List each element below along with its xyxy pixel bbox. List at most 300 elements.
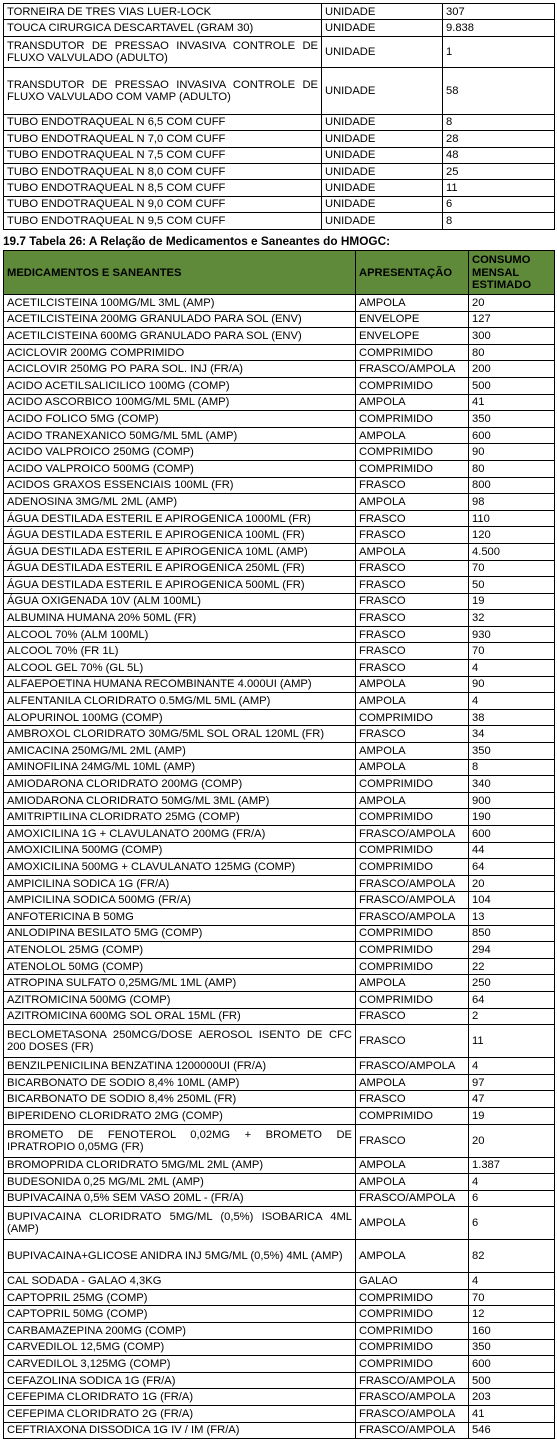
table-cell-form: COMPRIMIDO (356, 958, 469, 975)
medications-table-header (4, 251, 555, 295)
table-cell-qty: 104 (469, 892, 555, 909)
table-cell-item: BROMETO DE FENOTEROL 0,02MG + BROMETO DE IPRATROPIO 0,05MG (FR) (4, 1124, 356, 1157)
table-row (4, 67, 555, 114)
table-cell-item: ALOPURINOL 100MG (COMP) (4, 709, 356, 726)
header-medicamentos: MEDICAMENTOS E SANEANTES (4, 251, 356, 295)
table-cell-qty: 58 (443, 67, 555, 114)
table-row (4, 859, 555, 876)
table-row (4, 560, 555, 577)
table-cell-qty: 6 (469, 1207, 555, 1240)
table-cell-form: COMPRIMIDO (356, 709, 469, 726)
table-cell-item: ACICLOVIR 200MG COMPRIMIDO (4, 344, 356, 361)
table-row (4, 213, 555, 229)
table-cell-item: TUBO ENDOTRAQUEAL N 9,0 COM CUFF (4, 196, 322, 212)
table-cell-qty: 20 (469, 295, 555, 312)
table-row (4, 494, 555, 511)
table-cell-unit: UNIDADE (322, 4, 443, 20)
table-cell-form: COMPRIMIDO (356, 1323, 469, 1340)
table-row (4, 510, 555, 527)
table-cell-item: ALBUMINA HUMANA 20% 50ML (FR) (4, 610, 356, 627)
table-cell-form: FRASCO/AMPOLA (356, 875, 469, 892)
table-row (4, 776, 555, 793)
table-row (4, 1058, 555, 1075)
table-cell-item: ACETILCISTEINA 600MG GRANULADO PARA SOL (ENV) (4, 328, 356, 345)
medications-table (3, 250, 555, 1439)
table-cell-qty: 22 (469, 958, 555, 975)
table-cell-form: FRASCO/AMPOLA (356, 1372, 469, 1389)
table-row (4, 20, 555, 36)
table-row (4, 163, 555, 179)
table-cell-item: AMIODARONA CLORIDRATO 50MG/ML 3ML (AMP) (4, 792, 356, 809)
table-cell-qty: 4 (469, 1058, 555, 1075)
table-row (4, 131, 555, 147)
table-cell-item: AMPICILINA SODICA 500MG (FR/A) (4, 892, 356, 909)
supplies-table (3, 3, 555, 230)
table-cell-form: COMPRIMIDO (356, 444, 469, 461)
table-cell-form: AMPOLA (356, 743, 469, 760)
table-cell-qty: 850 (469, 925, 555, 942)
table-row (4, 693, 555, 710)
table-cell-item: ALCOOL GEL 70% (GL 5L) (4, 660, 356, 677)
table-row (4, 394, 555, 411)
table-cell-form: FRASCO/AMPOLA (356, 1190, 469, 1207)
table-cell-form: FRASCO (356, 527, 469, 544)
table-cell-item: CARVEDILOL 12,5MG (COMP) (4, 1339, 356, 1356)
table-cell-form: AMPOLA (356, 792, 469, 809)
table-row (4, 377, 555, 394)
table-row (4, 1273, 555, 1290)
table-cell-form: AMPOLA (356, 693, 469, 710)
table-row (4, 709, 555, 726)
table-cell-form: FRASCO (356, 510, 469, 527)
table-cell-item: ACIDO VALPROICO 250MG (COMP) (4, 444, 356, 461)
medications-table-body (4, 295, 555, 1439)
table-cell-form: AMPOLA (356, 543, 469, 560)
table-cell-qty: 250 (469, 975, 555, 992)
table-row (4, 180, 555, 196)
table-cell-item: ACIDO FOLICO 5MG (COMP) (4, 411, 356, 428)
table-cell-form: AMPOLA (356, 1240, 469, 1273)
table-cell-form: ENVELOPE (356, 328, 469, 345)
table-cell-qty: 600 (469, 826, 555, 843)
table-cell-unit: UNIDADE (322, 67, 443, 114)
table-row (4, 792, 555, 809)
table-cell-form: GALAO (356, 1273, 469, 1290)
table-row (4, 427, 555, 444)
table-cell-form: FRASCO/AMPOLA (356, 1058, 469, 1075)
table-cell-qty: 350 (469, 743, 555, 760)
table-row (4, 908, 555, 925)
table-cell-item: AZITROMICINA 600MG SOL ORAL 15ML (FR) (4, 1008, 356, 1025)
table-row (4, 577, 555, 594)
supplies-table-body (4, 4, 555, 230)
table-cell-qty: 38 (469, 709, 555, 726)
table-row (4, 361, 555, 378)
table-cell-item: TUBO ENDOTRAQUEAL N 9,5 COM CUFF (4, 213, 322, 229)
table-cell-item: TUBO ENDOTRAQUEAL N 7,0 COM CUFF (4, 131, 322, 147)
table-cell-form: AMPOLA (356, 394, 469, 411)
table-cell-form: COMPRIMIDO (356, 991, 469, 1008)
table-cell-qty: 70 (469, 643, 555, 660)
table-cell-qty: 203 (469, 1389, 555, 1406)
table-cell-form: FRASCO (356, 610, 469, 627)
table-cell-item: ATENOLOL 25MG (COMP) (4, 942, 356, 959)
table-row (4, 1091, 555, 1108)
table-cell-item: TUBO ENDOTRAQUEAL N 6,5 COM CUFF (4, 114, 322, 130)
table-row (4, 1025, 555, 1058)
table-cell-qty: 70 (469, 560, 555, 577)
table-cell-item: BUPIVACAINA CLORIDRATO 5MG/ML (0,5%) ISOBARICA 4ML (AMP) (4, 1207, 356, 1240)
table-cell-item: CEFTRIAXONA DISSODICA 1G IV / IM (FR/A) (4, 1422, 356, 1439)
table-cell-qty: 80 (469, 344, 555, 361)
table-cell-item: BUPIVACAINA+GLICOSE ANIDRA INJ 5MG/ML (0,5%) 4ML (AMP) (4, 1240, 356, 1273)
table-row (4, 743, 555, 760)
table-cell-form: FRASCO/AMPOLA (356, 1406, 469, 1423)
table-cell-item: ATENOLOL 50MG (COMP) (4, 958, 356, 975)
table-cell-item: BICARBONATO DE SODIO 8,4% 10ML (AMP) (4, 1074, 356, 1091)
table-row (4, 726, 555, 743)
table-cell-unit: UNIDADE (322, 147, 443, 163)
table-cell-form: AMPOLA (356, 1157, 469, 1174)
table-cell-qty: 64 (469, 859, 555, 876)
table-cell-item: AMINOFILINA 24MG/ML 10ML (AMP) (4, 759, 356, 776)
table-cell-item: TORNEIRA DE TRES VIAS LUER-LOCK (4, 4, 322, 20)
table-cell-item: ÁGUA OXIGENADA 10V (ALM 100ML) (4, 593, 356, 610)
table-cell-form: COMPRIMIDO (356, 776, 469, 793)
table-cell-form: COMPRIMIDO (356, 1356, 469, 1373)
table-cell-form: FRASCO/AMPOLA (356, 361, 469, 378)
table-cell-item: ACIDO TRANEXANICO 50MG/ML 5ML (AMP) (4, 427, 356, 444)
table-row (4, 925, 555, 942)
table-row (4, 1207, 555, 1240)
table-cell-qty: 600 (469, 1356, 555, 1373)
table-row (4, 196, 555, 212)
table-row (4, 1107, 555, 1124)
table-cell-form: COMPRIMIDO (356, 411, 469, 428)
table-cell-qty: 294 (469, 942, 555, 959)
table-cell-item: TUBO ENDOTRAQUEAL N 8,5 COM CUFF (4, 180, 322, 196)
table-cell-qty: 2 (469, 1008, 555, 1025)
table-cell-qty: 190 (469, 809, 555, 826)
table-cell-qty: 4 (469, 660, 555, 677)
table-cell-item: TOUCA CIRURGICA DESCARTAVEL (GRAM 30) (4, 20, 322, 36)
table-cell-item: ACIDO VALPROICO 500MG (COMP) (4, 460, 356, 477)
table-row (4, 626, 555, 643)
table-cell-form: AMPOLA (356, 494, 469, 511)
table-cell-item: TUBO ENDOTRAQUEAL N 8,0 COM CUFF (4, 163, 322, 179)
table-cell-unit: UNIDADE (322, 213, 443, 229)
table-row (4, 1339, 555, 1356)
table-cell-item: CEFEPIMA CLORIDRATO 2G (FR/A) (4, 1406, 356, 1423)
table-row (4, 1008, 555, 1025)
table-cell-qty: 4 (469, 1174, 555, 1191)
table-cell-item: TUBO ENDOTRAQUEAL N 7,5 COM CUFF (4, 147, 322, 163)
table-cell-item: AMITRIPTILINA CLORIDRATO 25MG (COMP) (4, 809, 356, 826)
table-row (4, 1240, 555, 1273)
table-cell-form: FRASCO/AMPOLA (356, 908, 469, 925)
table-row (4, 1389, 555, 1406)
table-row (4, 543, 555, 560)
table-row (4, 660, 555, 677)
table-cell-qty: 12 (469, 1306, 555, 1323)
table-row (4, 311, 555, 328)
table-row (4, 1174, 555, 1191)
table-cell-qty: 44 (469, 842, 555, 859)
table-cell-qty: 90 (469, 444, 555, 461)
table-cell-form: COMPRIMIDO (356, 460, 469, 477)
table-cell-qty: 500 (469, 377, 555, 394)
table-cell-qty: 8 (469, 759, 555, 776)
table-cell-qty: 20 (469, 875, 555, 892)
table-cell-item: ADENOSINA 3MG/ML 2ML (AMP) (4, 494, 356, 511)
table-cell-qty: 19 (469, 593, 555, 610)
table-row (4, 1289, 555, 1306)
table-cell-qty: 13 (469, 908, 555, 925)
table-cell-item: ACIDOS GRAXOS ESSENCIAIS 100ML (FR) (4, 477, 356, 494)
header-apresentacao: APRESENTAÇÃO (356, 251, 469, 295)
table-cell-form: COMPRIMIDO (356, 1107, 469, 1124)
table-cell-qty: 11 (469, 1025, 555, 1058)
table-cell-qty: 25 (443, 163, 555, 179)
table-cell-form: AMPOLA (356, 1207, 469, 1240)
table-cell-form: AMPOLA (356, 759, 469, 776)
section-heading: 19.7 Tabela 26: A Relação de Medicamentos e Saneantes do HMOGC: (3, 234, 391, 248)
table-cell-item: AMIODARONA CLORIDRATO 200MG (COMP) (4, 776, 356, 793)
table-cell-qty: 11 (443, 180, 555, 196)
table-row (4, 1306, 555, 1323)
table-cell-item: CEFAZOLINA SODICA 1G (FR/A) (4, 1372, 356, 1389)
table-cell-item: ALCOOL 70% (ALM 100ML) (4, 626, 356, 643)
table-cell-qty: 350 (469, 411, 555, 428)
table-cell-form: FRASCO/AMPOLA (356, 1422, 469, 1439)
table-row (4, 842, 555, 859)
table-cell-item: ANLODIPINA BESILATO 5MG (COMP) (4, 925, 356, 942)
table-cell-form: AMPOLA (356, 1074, 469, 1091)
table-cell-qty: 200 (469, 361, 555, 378)
table-cell-qty: 41 (469, 1406, 555, 1423)
table-cell-qty: 50 (469, 577, 555, 594)
table-cell-qty: 64 (469, 991, 555, 1008)
table-cell-form: FRASCO (356, 726, 469, 743)
table-cell-form: FRASCO (356, 643, 469, 660)
table-cell-qty: 350 (469, 1339, 555, 1356)
table-row (4, 4, 555, 20)
table-cell-form: COMPRIMIDO (356, 344, 469, 361)
table-cell-qty: 6 (443, 196, 555, 212)
table-cell-item: CARVEDILOL 3,125MG (COMP) (4, 1356, 356, 1373)
table-cell-qty: 4 (469, 693, 555, 710)
table-row (4, 975, 555, 992)
table-row (4, 328, 555, 345)
table-cell-unit: UNIDADE (322, 131, 443, 147)
table-cell-form: FRASCO (356, 1124, 469, 1157)
table-row (4, 411, 555, 428)
table-cell-item: TRANSDUTOR DE PRESSAO INVASIVA CONTROLE DE FLUXO VALVULADO COM VAMP (ADULTO) (4, 67, 322, 114)
table-cell-item: BUDESONIDA 0,25 MG/ML 2ML (AMP) (4, 1174, 356, 1191)
table-cell-form: COMPRIMIDO (356, 377, 469, 394)
table-cell-item: ANFOTERICINA B 50MG (4, 908, 356, 925)
table-cell-item: BICARBONATO DE SODIO 8,4% 250ML (FR) (4, 1091, 356, 1108)
table-cell-item: AZITROMICINA 500MG (COMP) (4, 991, 356, 1008)
table-cell-form: FRASCO (356, 577, 469, 594)
table-cell-qty: 120 (469, 527, 555, 544)
table-cell-qty: 110 (469, 510, 555, 527)
table-cell-item: ACICLOVIR 250MG PO PARA SOL. INJ (FR/A) (4, 361, 356, 378)
table-cell-qty: 8 (443, 213, 555, 229)
table-row (4, 1422, 555, 1439)
table-cell-qty: 47 (469, 1091, 555, 1108)
table-cell-qty: 82 (469, 1240, 555, 1273)
table-cell-qty: 307 (443, 4, 555, 20)
table-cell-item: AMICACINA 250MG/ML 2ML (AMP) (4, 743, 356, 760)
table-cell-qty: 800 (469, 477, 555, 494)
table-row (4, 444, 555, 461)
table-cell-item: ATROPINA SULFATO 0,25MG/ML 1ML (AMP) (4, 975, 356, 992)
table-cell-form: AMPOLA (356, 975, 469, 992)
table-cell-form: COMPRIMIDO (356, 859, 469, 876)
table-cell-unit: UNIDADE (322, 114, 443, 130)
table-row (4, 610, 555, 627)
table-row (4, 1124, 555, 1157)
table-row (4, 460, 555, 477)
table-cell-qty: 930 (469, 626, 555, 643)
table-row (4, 809, 555, 826)
table-cell-item: CEFEPIMA CLORIDRATO 1G (FR/A) (4, 1389, 356, 1406)
table-cell-qty: 8 (443, 114, 555, 130)
table-cell-form: ENVELOPE (356, 311, 469, 328)
table-cell-form: COMPRIMIDO (356, 1289, 469, 1306)
table-cell-form: FRASCO (356, 1008, 469, 1025)
table-row (4, 1157, 555, 1174)
table-cell-form: COMPRIMIDO (356, 942, 469, 959)
table-cell-item: ÁGUA DESTILADA ESTERIL E APIROGENICA 500ML (FR) (4, 577, 356, 594)
table-cell-item: ÁGUA DESTILADA ESTERIL E APIROGENICA 100ML (FR) (4, 527, 356, 544)
table-cell-form: FRASCO (356, 477, 469, 494)
table-cell-item: CAL SODADA - GALAO 4,3KG (4, 1273, 356, 1290)
table-cell-qty: 600 (469, 427, 555, 444)
table-cell-qty: 1 (443, 36, 555, 67)
table-cell-item: AMOXICILINA 500MG + CLAVULANATO 125MG (COMP) (4, 859, 356, 876)
table-cell-item: TRANSDUTOR DE PRESSAO INVASIVA CONTROLE DE FLUXO VALVULADO (ADULTO) (4, 36, 322, 67)
table-row (4, 1356, 555, 1373)
table-row (4, 1074, 555, 1091)
table-cell-item: ACETILCISTEINA 100MG/ML 3ML (AMP) (4, 295, 356, 312)
table-cell-item: ALFAEPOETINA HUMANA RECOMBINANTE 4.000UI (AMP) (4, 676, 356, 693)
table-row (4, 295, 555, 312)
table-cell-item: ÁGUA DESTILADA ESTERIL E APIROGENICA 10ML (AMP) (4, 543, 356, 560)
table-cell-item: ÁGUA DESTILADA ESTERIL E APIROGENICA 250ML (FR) (4, 560, 356, 577)
table-cell-qty: 4.500 (469, 543, 555, 560)
table-cell-unit: UNIDADE (322, 36, 443, 67)
table-cell-qty: 160 (469, 1323, 555, 1340)
table-cell-form: COMPRIMIDO (356, 1339, 469, 1356)
table-cell-item: BENZILPENICILINA BENZATINA 1200000UI (FR/A) (4, 1058, 356, 1075)
table-cell-item: BECLOMETASONA 250MCG/DOSE AEROSOL ISENTO DE CFC 200 DOSES (FR) (4, 1025, 356, 1058)
table-cell-form: COMPRIMIDO (356, 809, 469, 826)
table-cell-form: AMPOLA (356, 676, 469, 693)
table-row (4, 147, 555, 163)
table-row (4, 1406, 555, 1423)
table-row (4, 643, 555, 660)
table-cell-item: ÁGUA DESTILADA ESTERIL E APIROGENICA 1000ML (FR) (4, 510, 356, 527)
header-consumo: CONSUMO MENSAL ESTIMADO (469, 251, 555, 295)
table-cell-item: BROMOPRIDA CLORIDRATO 5MG/ML 2ML (AMP) (4, 1157, 356, 1174)
table-row (4, 892, 555, 909)
table-cell-qty: 97 (469, 1074, 555, 1091)
table-cell-form: AMPOLA (356, 427, 469, 444)
table-cell-form: FRASCO (356, 593, 469, 610)
table-cell-form: FRASCO (356, 1091, 469, 1108)
table-cell-qty: 48 (443, 147, 555, 163)
table-row (4, 826, 555, 843)
table-row (4, 36, 555, 67)
table-cell-qty: 90 (469, 676, 555, 693)
table-cell-form: COMPRIMIDO (356, 842, 469, 859)
table-cell-unit: UNIDADE (322, 180, 443, 196)
table-cell-unit: UNIDADE (322, 196, 443, 212)
table-cell-unit: UNIDADE (322, 20, 443, 36)
table-cell-item: ACETILCISTEINA 200MG GRANULADO PARA SOL (ENV) (4, 311, 356, 328)
table-row (4, 991, 555, 1008)
table-row (4, 593, 555, 610)
table-cell-item: CAPTOPRIL 25MG (COMP) (4, 1289, 356, 1306)
table-cell-qty: 546 (469, 1422, 555, 1439)
table-row (4, 759, 555, 776)
table-cell-form: AMPOLA (356, 1174, 469, 1191)
table-cell-form: FRASCO (356, 626, 469, 643)
table-row (4, 344, 555, 361)
table-cell-form: FRASCO/AMPOLA (356, 826, 469, 843)
table-row (4, 875, 555, 892)
table-cell-qty: 6 (469, 1190, 555, 1207)
table-cell-item: BUPIVACAINA 0,5% SEM VASO 20ML - (FR/A) (4, 1190, 356, 1207)
table-row (4, 477, 555, 494)
table-cell-qty: 98 (469, 494, 555, 511)
table-cell-form: FRASCO (356, 660, 469, 677)
table-cell-item: BIPERIDENO CLORIDRATO 2MG (COMP) (4, 1107, 356, 1124)
table-cell-form: COMPRIMIDO (356, 1306, 469, 1323)
table-cell-qty: 28 (443, 131, 555, 147)
table-row (4, 1190, 555, 1207)
table-cell-qty: 32 (469, 610, 555, 627)
table-cell-qty: 34 (469, 726, 555, 743)
table-cell-item: ALCOOL 70% (FR 1L) (4, 643, 356, 660)
table-row (4, 942, 555, 959)
table-cell-form: COMPRIMIDO (356, 925, 469, 942)
table-cell-item: AMPICILINA SODICA 1G (FR/A) (4, 875, 356, 892)
table-cell-form: FRASCO/AMPOLA (356, 892, 469, 909)
table-cell-item: ALFENTANILA CLORIDRATO 0.5MG/ML 5ML (AMP) (4, 693, 356, 710)
table-row (4, 1323, 555, 1340)
table-cell-item: AMBROXOL CLORIDRATO 30MG/5ML SOL ORAL 120ML (FR) (4, 726, 356, 743)
table-cell-form: FRASCO (356, 1025, 469, 1058)
table-cell-item: ACIDO ASCORBICO 100MG/ML 5ML (AMP) (4, 394, 356, 411)
table-row (4, 527, 555, 544)
table-cell-form: FRASCO (356, 560, 469, 577)
table-cell-form: FRASCO/AMPOLA (356, 1389, 469, 1406)
table-cell-qty: 500 (469, 1372, 555, 1389)
table-row (4, 114, 555, 130)
table-cell-qty: 1.387 (469, 1157, 555, 1174)
table-cell-form: AMPOLA (356, 295, 469, 312)
table-cell-item: AMOXICILINA 1G + CLAVULANATO 200MG (FR/A) (4, 826, 356, 843)
table-cell-qty: 80 (469, 460, 555, 477)
table-cell-qty: 340 (469, 776, 555, 793)
table-cell-unit: UNIDADE (322, 163, 443, 179)
table-cell-item: CAPTOPRIL 50MG (COMP) (4, 1306, 356, 1323)
table-cell-qty: 20 (469, 1124, 555, 1157)
table-row (4, 1372, 555, 1389)
